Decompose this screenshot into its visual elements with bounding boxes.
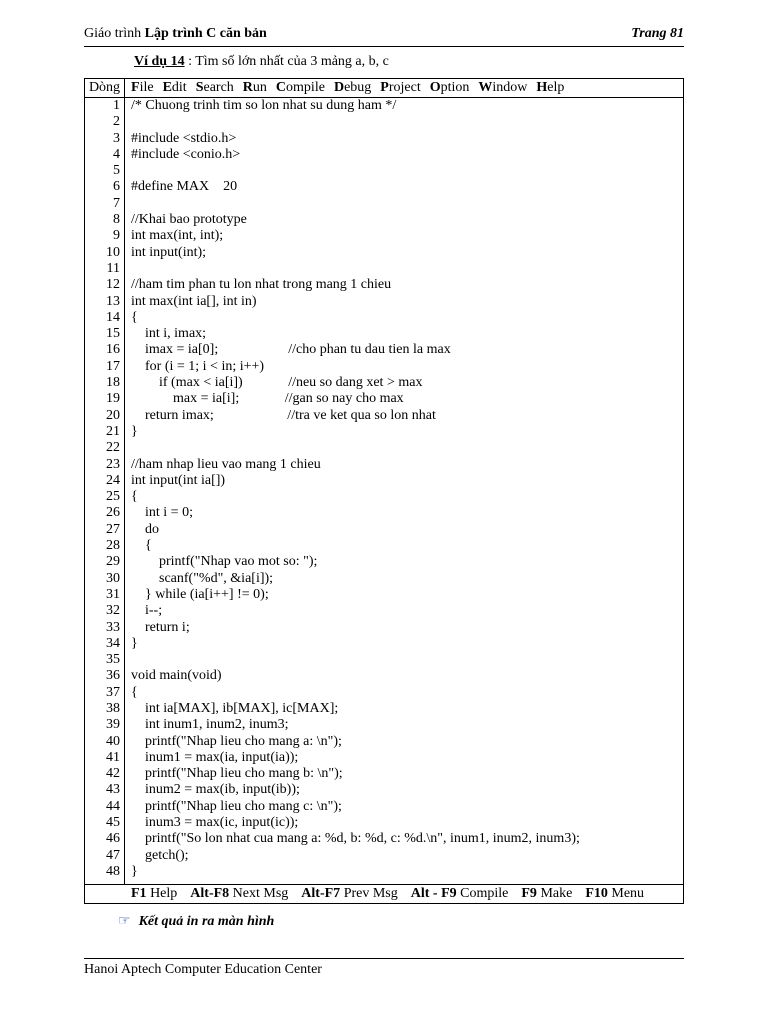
code-line — [131, 114, 679, 130]
code-line: printf("Nhap vao mot so: "); — [131, 554, 318, 570]
code-line: max = ia[i]; //gan so nay cho max — [131, 391, 404, 407]
menu-items — [131, 79, 573, 97]
line-number: 38 — [106, 700, 120, 716]
line-number: 40 — [106, 733, 120, 749]
line-number: 14 — [106, 309, 120, 325]
shortcut-label: Menu — [607, 886, 645, 901]
line-number: 29 — [106, 554, 120, 570]
status-shortcut[interactable] — [585, 886, 644, 901]
line-number: 4 — [113, 146, 120, 162]
line-number: 35 — [106, 652, 120, 668]
line-number: 28 — [106, 538, 120, 554]
line-number: 27 — [106, 521, 120, 537]
footer-divider — [84, 958, 684, 959]
code-editor-window — [84, 78, 684, 904]
line-number: 23 — [106, 456, 120, 472]
menu-bar — [85, 79, 683, 98]
line-number: 7 — [113, 195, 120, 211]
code-line: { — [131, 684, 138, 700]
code-line: } while (ia[i++] != 0); — [131, 586, 269, 602]
shortcut-label: Next Msg — [229, 886, 289, 901]
code-line: int i, imax; — [131, 326, 207, 342]
line-number: 34 — [106, 635, 120, 651]
code-line: int input(int); — [131, 244, 207, 260]
code-line: printf("Nhap lieu cho mang b: \n"); — [131, 766, 343, 782]
shortcut-key: Alt-F7 — [301, 886, 341, 901]
shortcut-label: Make — [536, 886, 573, 901]
code-line: int inum1, inum2, inum3; — [131, 717, 289, 733]
line-number: 44 — [106, 798, 120, 814]
code-line: printf("Nhap lieu cho mang c: \n"); — [131, 798, 342, 814]
shortcut-label: Compile — [456, 886, 509, 901]
line-number: 6 — [113, 179, 120, 195]
pointing-hand-icon: ☞ — [118, 914, 131, 929]
code-line: { — [131, 489, 138, 505]
line-number-header: Dòng — [85, 79, 125, 97]
line-number: 24 — [106, 472, 120, 488]
line-number: 18 — [106, 375, 120, 391]
code-line: //Khai bao prototype — [131, 212, 247, 228]
code-line: getch(); — [131, 847, 189, 863]
line-number: 13 — [106, 293, 120, 309]
code-line: void main(void) — [131, 668, 222, 684]
code-line: return i; — [131, 619, 190, 635]
code-area — [131, 98, 679, 884]
code-line: /* Chuong trinh tim so lon nhat su dung ham */ — [131, 98, 397, 113]
code-line: for (i = 1; i < in; i++) — [131, 358, 265, 374]
header-divider — [84, 46, 684, 47]
menu-item-file[interactable]: File — [131, 80, 154, 95]
shortcut-key: Alt-F8 — [190, 886, 230, 901]
code-line: int ia[MAX], ib[MAX], ic[MAX]; — [131, 700, 339, 716]
shortcut-key: Alt - F9 — [410, 886, 457, 901]
line-number: 46 — [106, 831, 120, 847]
line-number: 8 — [113, 212, 120, 228]
status-shortcut[interactable] — [301, 886, 397, 901]
code-line: int input(int ia[]) — [131, 472, 226, 488]
line-number: 30 — [106, 570, 120, 586]
header-title — [84, 26, 267, 42]
menu-item-compile[interactable]: Compile — [275, 80, 325, 95]
menu-item-window[interactable]: Window — [478, 80, 528, 95]
line-number: 26 — [106, 505, 120, 521]
result-text: Kết quả in ra màn hình — [138, 914, 275, 929]
code-line — [131, 163, 679, 179]
code-line — [131, 261, 679, 277]
shortcut-key: F10 — [585, 886, 608, 901]
code-line: imax = ia[0]; //cho phan tu dau tien la max — [131, 342, 451, 358]
code-line: #include <conio.h> — [131, 146, 241, 162]
line-number: 21 — [106, 423, 120, 439]
code-line: } — [131, 423, 138, 439]
code-line: { — [131, 309, 138, 325]
code-line: //ham nhap lieu vao mang 1 chieu — [131, 456, 321, 472]
line-number: 47 — [106, 847, 120, 863]
status-shortcut[interactable] — [131, 886, 177, 901]
menu-item-debug[interactable]: Debug — [333, 80, 372, 95]
code-line — [131, 652, 679, 668]
shortcut-label: Prev Msg — [340, 886, 398, 901]
line-number: 5 — [113, 163, 120, 179]
code-line: int i = 0; — [131, 505, 193, 521]
result-caption — [118, 913, 274, 930]
code-line — [131, 440, 679, 456]
code-line: } — [131, 863, 138, 879]
line-number: 12 — [106, 277, 120, 293]
line-number: 22 — [106, 440, 120, 456]
code-line: inum3 = max(ic, input(ic)); — [131, 815, 299, 831]
page-number: Trang 81 — [631, 26, 684, 41]
example-text: : Tìm số lớn nhất của 3 mảng a, b, c — [184, 54, 389, 69]
shortcut-key: F1 — [131, 886, 147, 901]
code-line: if (max < ia[i]) //neu so dang xet > max — [131, 375, 423, 391]
footer-text: Hanoi Aptech Computer Education Center — [84, 962, 322, 977]
line-number: 31 — [106, 586, 120, 602]
line-number: 43 — [106, 782, 120, 798]
line-number: 16 — [106, 342, 120, 358]
menu-item-run[interactable]: Run — [242, 80, 267, 95]
code-line: { — [131, 538, 152, 554]
code-line: scanf("%d", &ia[i]); — [131, 570, 274, 586]
line-number: 1 — [113, 98, 120, 113]
line-number: 45 — [106, 815, 120, 831]
line-number: 42 — [106, 766, 120, 782]
menu-item-option[interactable]: Option — [429, 80, 470, 95]
menu-item-help[interactable]: Help — [536, 80, 565, 95]
line-number: 3 — [113, 130, 120, 146]
status-shortcut[interactable] — [521, 886, 572, 901]
status-items — [131, 885, 657, 903]
line-number-column — [85, 98, 125, 884]
menu-item-edit[interactable]: Edit — [162, 80, 187, 95]
line-number: 39 — [106, 717, 120, 733]
line-number: 48 — [106, 863, 120, 879]
code-line: #include <stdio.h> — [131, 130, 237, 146]
menu-item-search[interactable]: Search — [195, 80, 234, 95]
code-line: //ham tim phan tu lon nhat trong mang 1 chieu — [131, 277, 392, 293]
line-number: 33 — [106, 619, 120, 635]
code-line: inum1 = max(ia, input(ia)); — [131, 749, 299, 765]
code-line — [131, 196, 679, 212]
code-line: int max(int ia[], int in) — [131, 293, 257, 309]
code-line: int max(int, int); — [131, 228, 224, 244]
code-line: return imax; //tra ve ket qua so lon nhat — [131, 407, 436, 423]
line-number: 15 — [106, 326, 120, 342]
line-number: 2 — [113, 114, 120, 130]
line-number: 41 — [106, 749, 120, 765]
line-number: 25 — [106, 489, 120, 505]
code-line: } — [131, 635, 138, 651]
code-line: inum2 = max(ib, input(ib)); — [131, 782, 300, 798]
code-line: printf("Nhap lieu cho mang a: \n"); — [131, 733, 342, 749]
header-prefix: Giáo trình — [84, 26, 145, 41]
line-number: 17 — [106, 358, 120, 374]
line-number: 19 — [106, 391, 120, 407]
line-number: 32 — [106, 603, 120, 619]
book-title: Lập trình C căn bản — [144, 26, 267, 41]
example-caption — [134, 54, 389, 70]
code-line: do — [131, 521, 159, 537]
shortcut-key: F9 — [521, 886, 537, 901]
status-shortcut[interactable] — [411, 886, 509, 901]
line-number: 10 — [106, 244, 120, 260]
code-line: printf("So lon nhat cua mang a: %d, b: %d, c: %d.\n", inum1, inum2, inum3); — [131, 831, 580, 847]
line-number: 11 — [106, 260, 120, 276]
line-number: 9 — [113, 228, 120, 244]
status-shortcut[interactable] — [190, 886, 288, 901]
status-bar — [85, 884, 683, 903]
code-line: i--; — [131, 603, 163, 619]
menu-item-project[interactable]: Project — [380, 80, 421, 95]
example-label: Ví dụ 14 — [134, 54, 185, 69]
shortcut-label: Help — [146, 886, 178, 901]
code-line: #define MAX 20 — [131, 179, 238, 195]
line-number: 20 — [106, 407, 120, 423]
line-number: 36 — [106, 668, 120, 684]
line-number: 37 — [106, 684, 120, 700]
